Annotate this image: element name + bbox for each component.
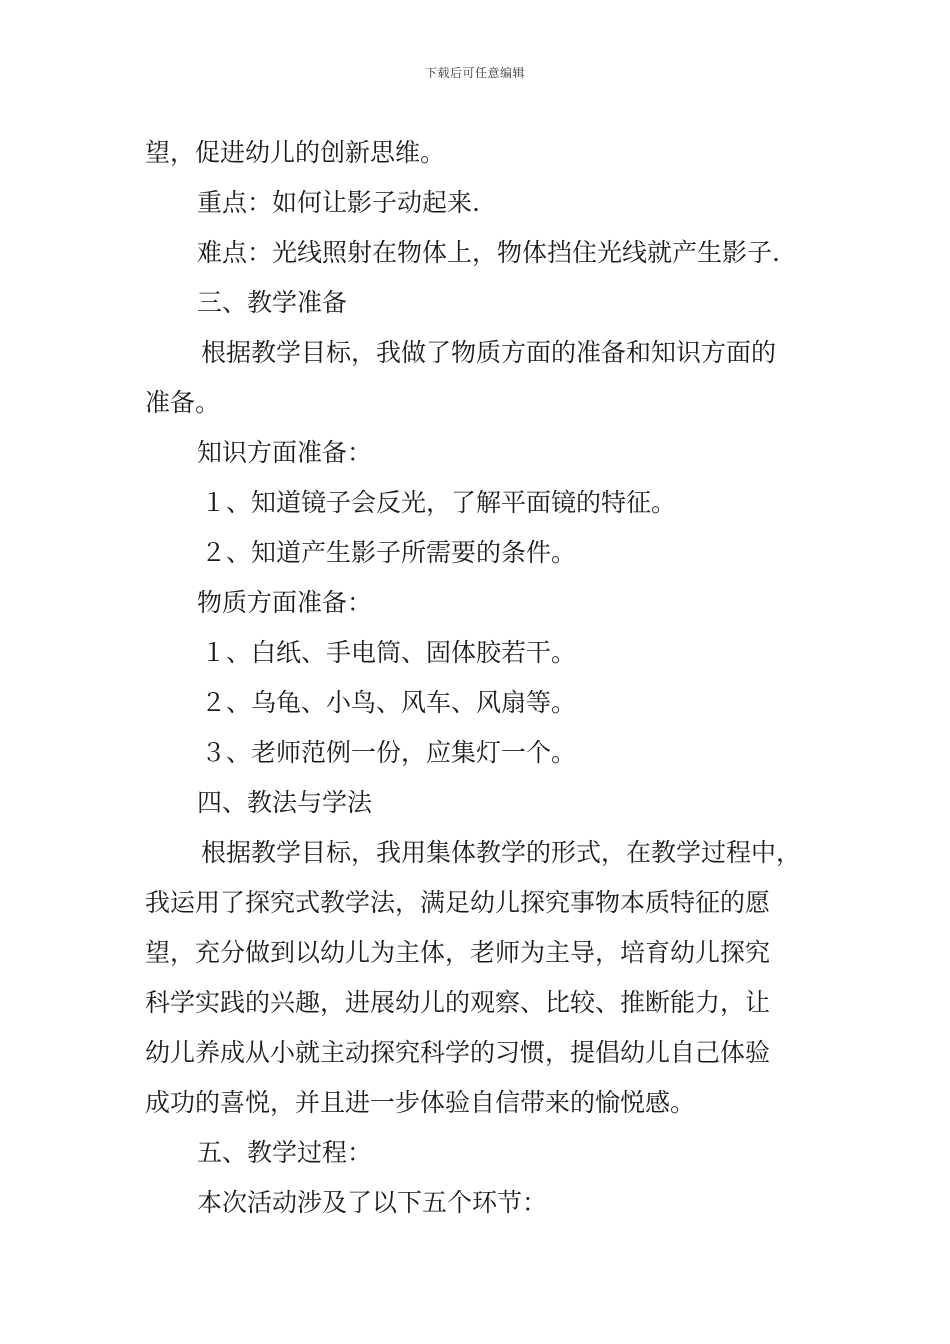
- list-item: １、白纸、手电筒、固体胶若干。: [201, 638, 577, 667]
- paragraph-line: 成功的喜悦，并且进一步体验自信带来的愉悦感。: [145, 1088, 696, 1117]
- paragraph-line: 我运用了探究式教学法，满足幼儿探究事物本质特征的愿: [145, 888, 771, 917]
- section-heading-4: 四、教法与学法: [197, 788, 373, 817]
- list-item: ２、乌龟、小鸟、风车、风扇等。: [201, 688, 577, 717]
- paragraph-line: 幼儿养成从小就主动探究科学的习惯，提倡幼儿自己体验: [145, 1038, 771, 1067]
- list-item: ２、知道产生影子所需要的条件。: [201, 538, 577, 567]
- list-item: １、知道镜子会反光，了解平面镜的特征。: [201, 488, 677, 517]
- paragraph-line: 准备。: [145, 388, 221, 417]
- subheading-knowledge: 知识方面准备：: [197, 438, 373, 467]
- difficulty-line: 难点：光线照射在物体上，物体挡住光线就产生影子.: [197, 238, 780, 267]
- paragraph-line: 望，充分做到以幼儿为主体，老师为主导，培育幼儿探究: [145, 938, 771, 967]
- list-item: ３、老师范例一份，应集灯一个。: [201, 738, 577, 767]
- paragraph-line: 本次活动涉及了以下五个环节：: [197, 1188, 548, 1217]
- paragraph-line: 科学实践的兴趣，进展幼儿的观察、比较、推断能力，让: [145, 988, 771, 1017]
- section-heading-5: 五、教学过程：: [197, 1138, 373, 1167]
- subheading-material: 物质方面准备：: [197, 588, 373, 617]
- paragraph-line: 根据教学目标，我做了物质方面的准备和知识方面的: [201, 338, 777, 367]
- document-body: [145, 128, 815, 1228]
- key-point-line: 重点：如何让影子动起来.: [197, 188, 480, 217]
- paragraph-line: 根据教学目标，我用集体教学的形式，在教学过程中，: [201, 838, 802, 867]
- page-header: 下载后可任意编辑: [424, 66, 525, 80]
- section-heading-3: 三、教学准备: [197, 288, 348, 317]
- paragraph-line: 望，促进幼儿的创新思维。: [145, 138, 446, 167]
